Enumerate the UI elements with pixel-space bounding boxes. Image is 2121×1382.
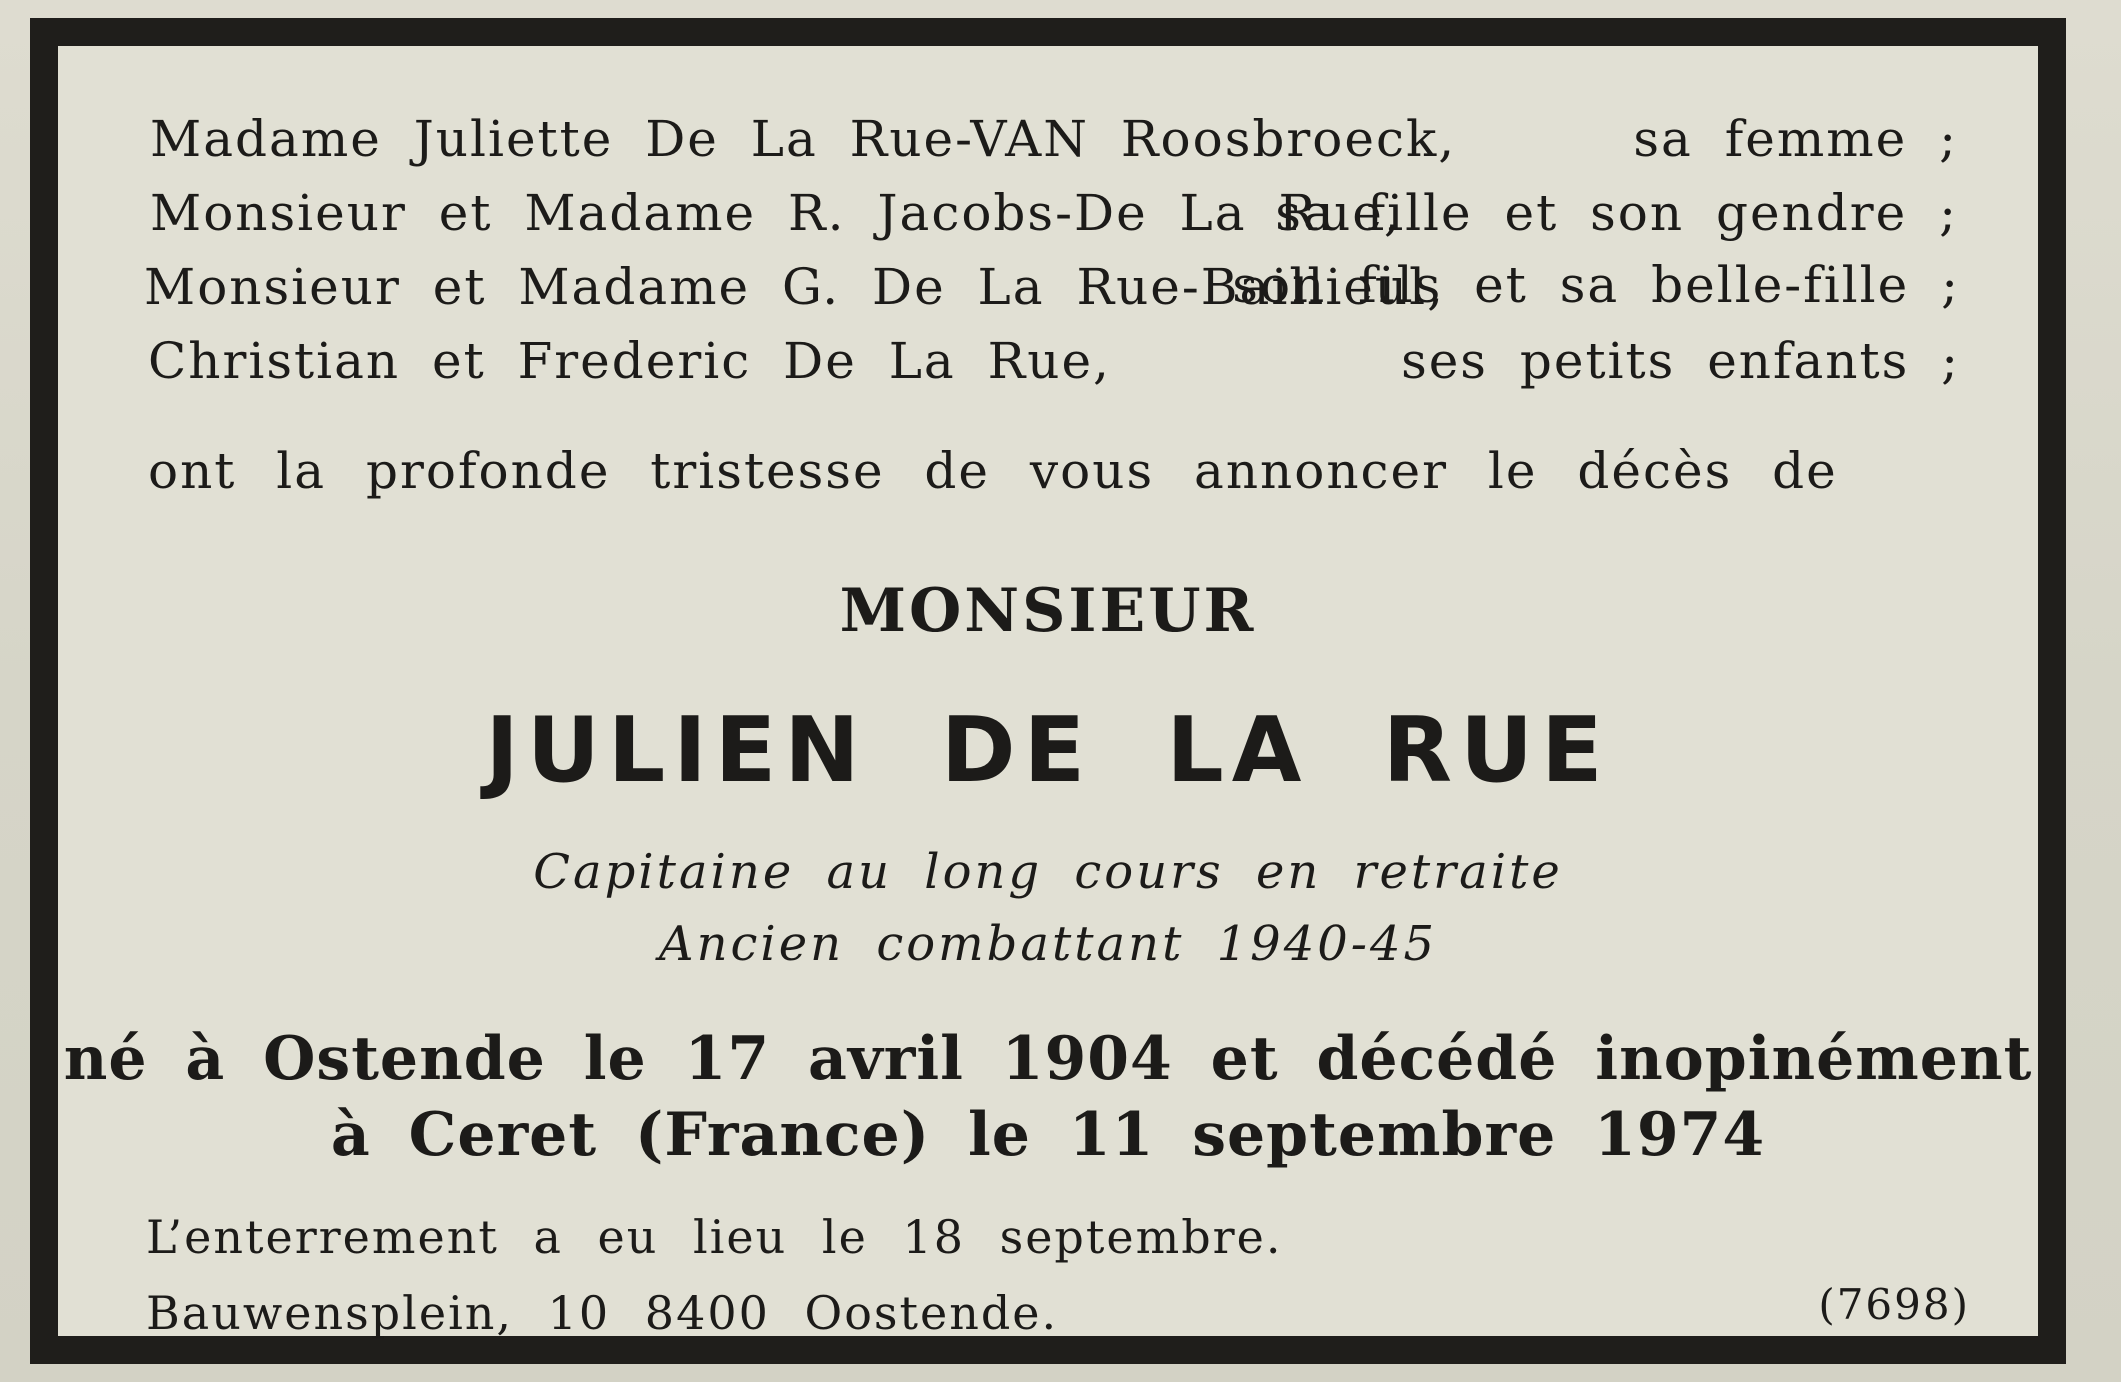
family-relation-2: sa fille et son gendre ; (1275, 184, 1958, 242)
honorific-heading: MONSIEUR (839, 576, 1257, 646)
title-line-2: Ancien combattant 1940-45 (658, 916, 1438, 972)
family-name-2: Monsieur et Madame R. Jacobs-De La Rue, (150, 184, 1402, 242)
announcement-intro: ont la profonde tristesse de vous annoncer le décès de (148, 442, 1838, 500)
family-relation-1: sa femme ; (1633, 110, 1958, 168)
deceased-name: JULIEN DE LA RUE (485, 698, 1611, 803)
family-name-3: Monsieur et Madame G. De La Rue-Baillieul, (144, 258, 1445, 316)
burial-note: L’enterrement a eu lieu le 18 septembre. (146, 1210, 1283, 1264)
title-line-1: Capitaine au long cours en retraite (533, 844, 1563, 900)
birth-death-line-2: à Ceret (France) le 11 septembre 1974 (330, 1100, 1766, 1170)
reference-number: (7698) (1818, 1280, 1970, 1329)
family-name-4: Christian et Frederic De La Rue, (148, 332, 1111, 390)
address-line: Bauwensplein, 10 8400 Oostende. (146, 1286, 1059, 1340)
family-relation-3: son fils et sa belle-fille ; (1232, 256, 1960, 314)
obituary-notice (30, 18, 2066, 1364)
family-name-1: Madame Juliette De La Rue-VAN Roosbroeck, (150, 110, 1457, 168)
birth-death-line-1: né à Ostende le 17 avril 1904 et décédé inopinément (63, 1024, 2033, 1094)
family-relation-4: ses petits enfants ; (1401, 332, 1960, 390)
